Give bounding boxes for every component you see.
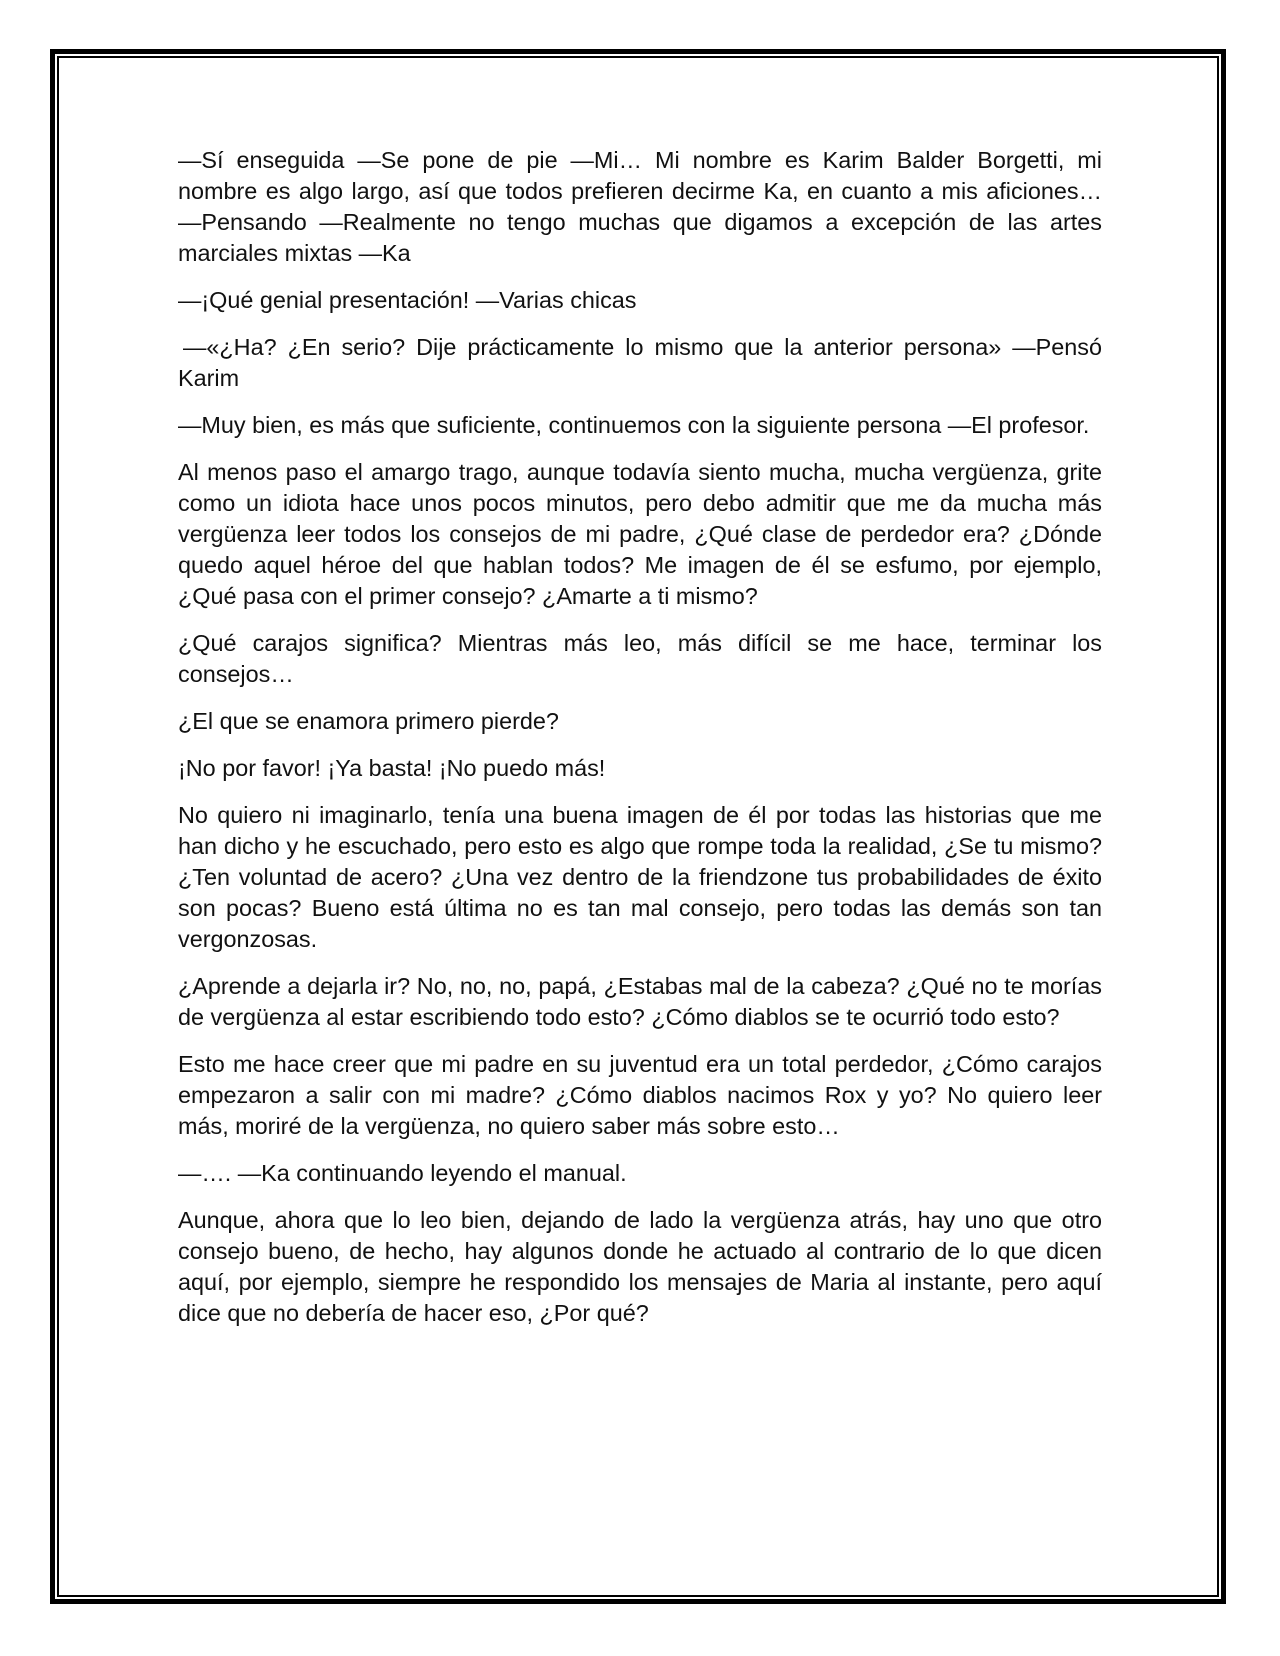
paragraph-10: ¿Aprende a dejarla ir? No, no, no, papá, ¿Estabas mal de la cabeza? ¿Qué no te morías de vergüenza al estar escribiendo todo esto? ¿Cómo diablos se te ocurrió todo esto? bbox=[178, 973, 1102, 1030]
paragraph-1: —Sí enseguida —Se pone de pie —Mi… Mi nombre es Karim Balder Borgetti, mi nombre es algo largo, así que todos prefieren decirme Ka, en cuanto a mis aficiones… —Pensando —Realmente no tengo muchas que digamos a excepción de las artes marciales mixtas —Ka bbox=[178, 147, 1102, 266]
paragraph-2: —¡Qué genial presentación! —Varias chicas bbox=[178, 287, 637, 313]
paragraph-8: ¡No por favor! ¡Ya basta! ¡No puedo más! bbox=[178, 755, 606, 781]
paragraph-6: ¿Qué carajos significa? Mientras más leo, más difícil se me hace, terminar los consejos… bbox=[178, 630, 1102, 687]
document-body bbox=[178, 145, 1102, 1345]
paragraph-12: —…. —Ka continuando leyendo el manual. bbox=[178, 1160, 627, 1186]
paragraph-7: ¿El que se enamora primero pierde? bbox=[178, 708, 559, 734]
paragraph-4: —Muy bien, es más que suficiente, continuemos con la siguiente persona —El profesor. bbox=[178, 412, 1090, 438]
paragraph-11: Esto me hace creer que mi padre en su juventud era un total perdedor, ¿Cómo carajos empezaron a salir con mi madre? ¿Cómo diablos nacimos Rox y yo? No quiero leer más, moriré de la vergüenza, no quiero saber más sobre esto… bbox=[178, 1051, 1102, 1139]
paragraph-3: —«¿Ha? ¿En serio? Dije prácticamente lo mismo que la anterior persona» —Pensó Karim bbox=[178, 334, 1102, 391]
paragraph-13: Aunque, ahora que lo leo bien, dejando de lado la vergüenza atrás, hay uno que otro consejo bueno, de hecho, hay algunos donde he actuado al contrario de lo que dicen aquí, por ejemplo, siempre he respondido los mensajes de Maria al instante, pero aquí dice que no debería de hacer eso, ¿Por qué? bbox=[178, 1207, 1102, 1326]
paragraph-9: No quiero ni imaginarlo, tenía una buena imagen de él por todas las historias que me han dicho y he escuchado, pero esto es algo que rompe toda la realidad, ¿Se tu mismo? ¿Ten voluntad de acero? ¿Una vez dentro de la friendzone tus probabilidades de éxito son pocas? Bueno está última no es tan mal consejo, pero todas las demás son tan vergonzosas. bbox=[178, 802, 1102, 952]
paragraph-5: Al menos paso el amargo trago, aunque todavía siento mucha, mucha vergüenza, grite como un idiota hace unos pocos minutos, pero debo admitir que me da mucha más vergüenza leer todos los consejos de mi padre, ¿Qué clase de perdedor era? ¿Dónde quedo aquel héroe del que hablan todos? Me imagen de él se esfumo, por ejemplo, ¿Qué pasa con el primer consejo? ¿Amarte a ti mismo? bbox=[178, 459, 1102, 609]
